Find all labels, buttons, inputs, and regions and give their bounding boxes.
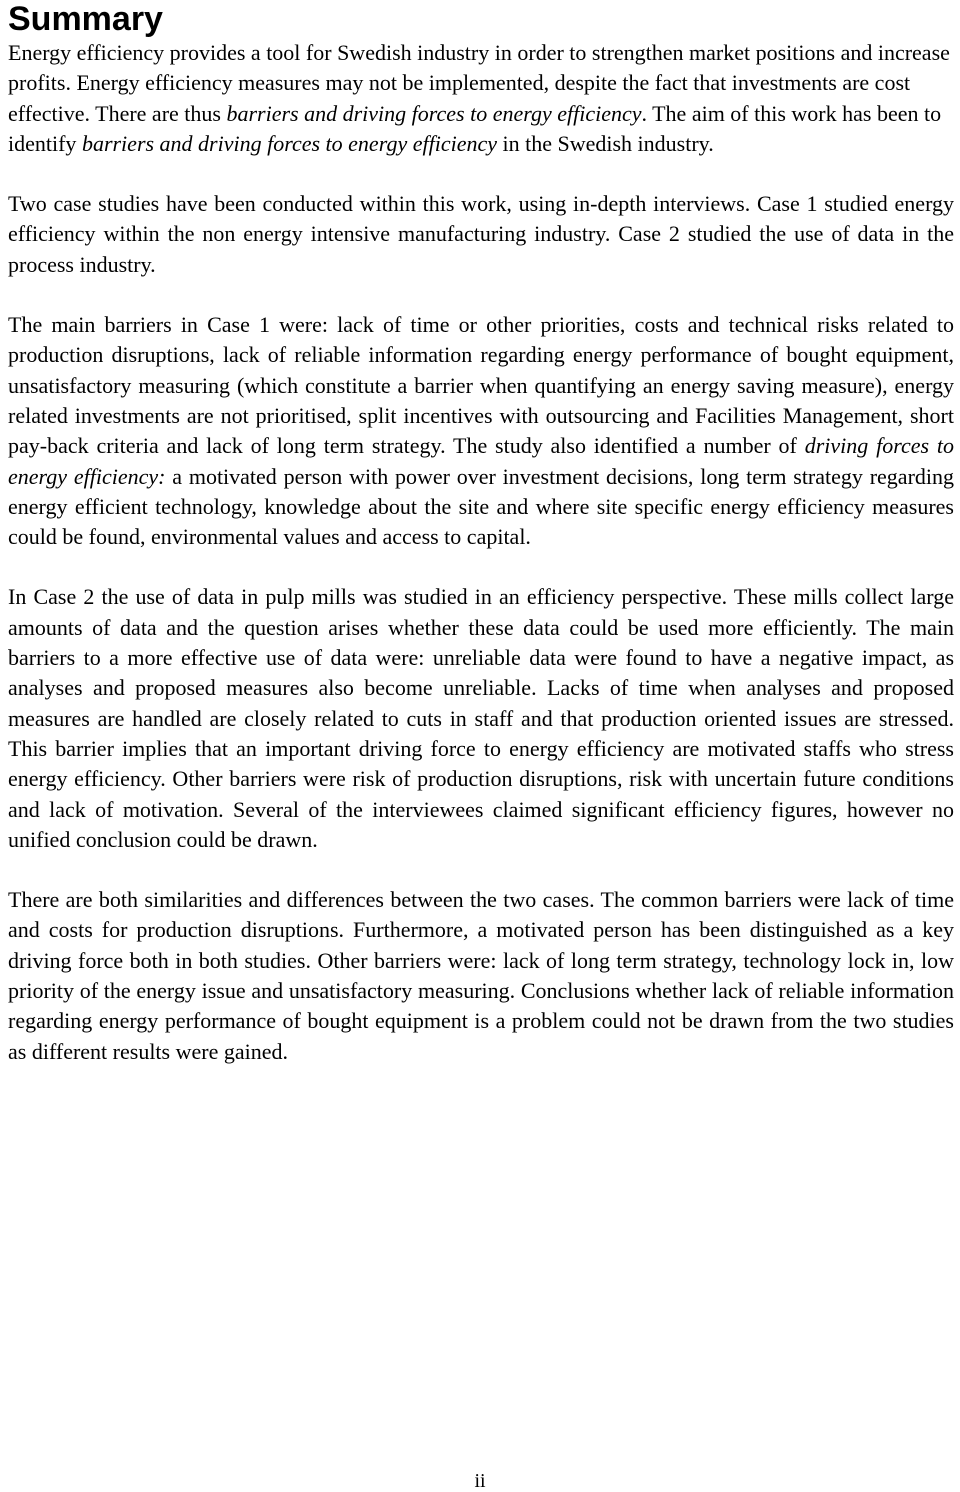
summary-paragraph-case-1	[8, 310, 954, 552]
summary-paragraph-intro	[8, 38, 954, 159]
document-page	[8, 0, 954, 1067]
intro-text-1: Energy efficiency provides a tool for Swedish industry in order to strengthen market positions and increase profits. Energy efficiency measures may not be implemented, despite the fact that investments are cost effective. There are thus	[8, 40, 950, 126]
summary-paragraph-comparison: There are both similarities and differences between the two cases. The common barriers were lack of time and costs for production disruptions. Furthermore, a motivated person has been distinguished as a key driving force both in both studies. Other barriers were: lack of long term strategy, technology lock in, low priority of the energy issue and unsatisfactory measuring. Conclusions whether lack of reliable information regarding energy performance of bought equipment is a problem could not be drawn from the two studies as different results were gained.	[8, 887, 954, 1064]
page-title: Summary	[8, 0, 163, 38]
case1-text-1: The main barriers in Case 1 were: lack of time or other priorities, costs and technical risks related to production disruptions, lack of reliable information regarding energy performance of bought equipment, unsatisfactory measuring (which constitute a barrier when quantifying an energy saving measure), energy related investments are not prioritised, split incentives with outsourcing and Facilities Management, short pay-back criteria and lack of long term strategy. The study also identified a number of	[8, 312, 954, 459]
case1-text-2: a motivated person with power over investment decisions, long term strategy regarding energy efficient technology, knowledge about the site and where site specific energy efficiency measures could be found, environmental values and access to capital.	[8, 463, 955, 550]
page-number: ii	[474, 1470, 486, 1492]
intro-text-3: in the Swedish industry.	[496, 130, 714, 156]
intro-emphasis-1: barriers and driving forces to energy efficiency	[226, 100, 642, 126]
summary-paragraph-case-studies: Two case studies have been conducted within this work, using in-depth interviews. Case 1 studied energy efficiency within the non energy intensive manufacturing industry. Case 2 studied the use of data in the process industry.	[8, 191, 954, 277]
case1-emphasis: driving forces to energy efficiency:	[8, 433, 954, 489]
intro-emphasis-2: barriers and driving forces to energy efficiency	[81, 130, 497, 156]
intro-text-2: . The aim of this work has been to identify	[8, 100, 942, 156]
summary-paragraph-case-2: In Case 2 the use of data in pulp mills was studied in an efficiency perspective. These mills collect large amounts of data and the question arises whether these data could be used more efficiently. The main barriers to a more effective use of data were: unreliable data were found to have a negative impact, as analyses and proposed measures also become unreliable. Lacks of time when analyses and proposed measures are handled are closely related to cuts in staff and that production oriented issues are stressed. This barrier implies that an important driving force to energy efficiency are motivated staffs who stress energy efficiency. Other barriers were risk of production disruptions, risk with uncertain future conditions and lack of motivation. Several of the interviewees claimed significant efficiency figures, however no unified conclusion could be drawn.	[8, 584, 954, 852]
